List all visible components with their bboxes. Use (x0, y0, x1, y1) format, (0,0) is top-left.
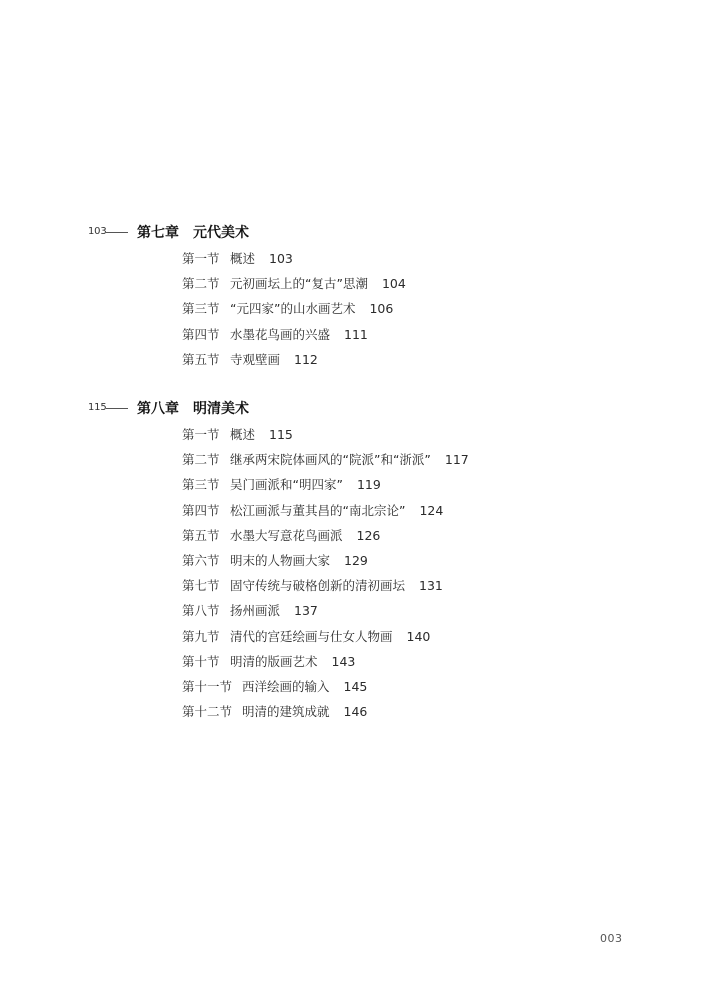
section-title: 西洋绘画的输入 (242, 678, 330, 694)
section-title: 明清的版画艺术 (230, 653, 318, 669)
section-number: 第十节 (182, 653, 220, 669)
section-title: 松江画派与董其昌的“南北宗论” (230, 502, 406, 518)
section-title: 吴门画派和“明四家” (230, 477, 343, 493)
chapter-page-number[interactable]: 115 (88, 402, 107, 413)
section-title: 概述 (230, 427, 256, 442)
section-title: 清代的宫廷绘画与仕女人物画 (230, 628, 393, 644)
section-page-number: 106 (369, 301, 394, 317)
section-number: 第三节 (182, 477, 220, 493)
section-title: 明清的建筑成就 (242, 704, 330, 720)
section-title: 寺观壁画 (230, 351, 281, 367)
section-number: 第七节 (182, 578, 220, 594)
section-title: 水墨大写意花鸟画派 (230, 527, 343, 543)
section-page-number: 131 (419, 578, 443, 594)
chapter-number: 第八章 (137, 401, 179, 417)
toc-entry[interactable] (182, 624, 469, 649)
chapter-page-number[interactable]: 103 (88, 226, 107, 237)
toc-entry[interactable] (182, 246, 406, 271)
section-title: 元初画坛上的“复古”思潮 (230, 276, 368, 292)
section-title: “元四家”的山水画艺术 (230, 301, 356, 317)
section-page-number: 143 (331, 653, 356, 669)
section-list (182, 422, 469, 724)
section-page-number: 145 (343, 678, 368, 694)
section-page-number: 115 (269, 427, 293, 442)
toc-entry[interactable] (182, 347, 406, 372)
toc-entry[interactable] (182, 598, 469, 623)
toc-entry[interactable] (182, 498, 469, 523)
toc-entry[interactable] (182, 523, 469, 548)
section-number: 第十一节 (182, 678, 233, 694)
toc-entry[interactable] (182, 674, 469, 699)
toc-entry[interactable] (182, 296, 406, 321)
section-number: 第三节 (182, 301, 220, 317)
section-number: 第五节 (182, 527, 220, 543)
section-page-number: 104 (381, 276, 406, 292)
section-number: 第一节 (182, 427, 220, 442)
chapter-number: 第七章 (137, 225, 179, 241)
section-title: 继承两宋院体画风的“院派”和“浙派” (230, 452, 431, 468)
chapter-title[interactable] (137, 222, 249, 242)
section-number: 第八节 (182, 603, 220, 619)
toc-entry[interactable] (182, 322, 406, 347)
toc-entry[interactable] (182, 422, 469, 447)
section-number: 第一节 (182, 251, 220, 266)
leader-dash (106, 408, 128, 409)
toc-entry[interactable] (182, 472, 469, 497)
toc-entry[interactable] (182, 548, 469, 573)
section-number: 第二节 (182, 276, 220, 292)
section-number: 第二节 (182, 452, 220, 468)
section-page-number: 129 (344, 552, 368, 568)
section-page-number: 137 (294, 603, 318, 619)
section-page-number: 146 (343, 704, 368, 720)
toc-entry[interactable] (182, 447, 469, 472)
section-title: 扬州画派 (230, 603, 281, 619)
section-page-number: 111 (344, 326, 368, 342)
toc-entry[interactable] (182, 699, 469, 724)
section-number: 第四节 (182, 326, 220, 342)
toc-entry[interactable] (182, 271, 406, 296)
chapter-name: 明清美术 (193, 401, 249, 417)
section-title: 概述 (230, 251, 256, 266)
section-page-number: 103 (269, 251, 293, 266)
chapter-name: 元代美术 (193, 225, 249, 241)
section-page-number: 112 (294, 351, 318, 367)
toc-entry[interactable] (182, 649, 469, 674)
chapter-title[interactable] (137, 398, 249, 418)
section-title: 水墨花鸟画的兴盛 (230, 326, 331, 342)
section-number: 第六节 (182, 552, 220, 568)
section-page-number: 126 (356, 527, 381, 543)
leader-dash (106, 232, 128, 233)
section-number: 第四节 (182, 502, 220, 518)
section-page-number: 124 (419, 502, 444, 518)
section-title: 固守传统与破格创新的清初画坛 (230, 578, 406, 594)
section-number: 第九节 (182, 628, 220, 644)
toc-entry[interactable] (182, 573, 469, 598)
section-page-number: 119 (356, 477, 381, 493)
section-page-number: 140 (406, 628, 431, 644)
section-number: 第十二节 (182, 704, 233, 720)
section-page-number: 117 (444, 452, 469, 468)
section-title: 明末的人物画大家 (230, 552, 331, 568)
section-number: 第五节 (182, 351, 220, 367)
section-list (182, 246, 406, 372)
page-folio: 003 (600, 932, 623, 945)
